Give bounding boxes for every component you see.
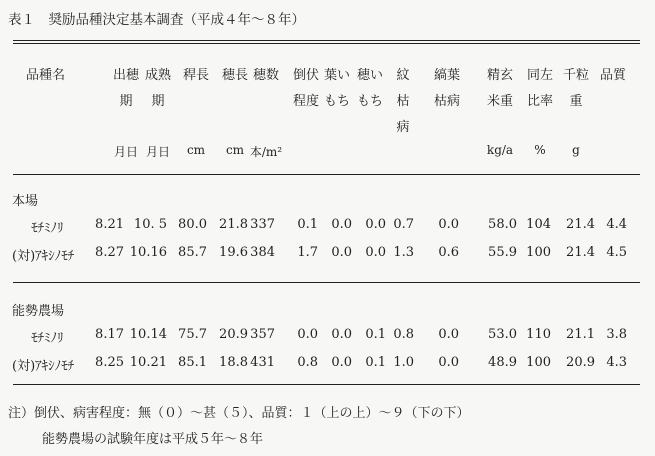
bottom-rule: [13, 384, 640, 385]
header-col-7-line1: 穂い: [356, 68, 383, 83]
table-cell: 4.3: [606, 355, 627, 370]
table-cell: 21.1: [566, 327, 595, 342]
header-col-3-unit: cm: [225, 143, 245, 157]
table-cell: 0.1: [365, 355, 386, 370]
header-col-6-line2: もち: [323, 94, 350, 109]
table-cell: 0.0: [331, 217, 352, 232]
table-cell: 110: [526, 327, 551, 342]
section-label: 本場: [12, 194, 39, 209]
table-cell: 8.17: [95, 327, 124, 342]
table-cell: 19.6: [219, 245, 248, 260]
table-cell: 75.7: [178, 327, 207, 342]
header-col-5-line2: 程度: [292, 94, 319, 109]
mid-rule: [13, 282, 640, 283]
table-cell: 4.4: [606, 217, 627, 232]
table-cell: 20.9: [219, 327, 248, 342]
table-cell: 48.9: [488, 355, 517, 370]
header-col-8-line2: 枯: [396, 94, 410, 109]
table-cell: 0.7: [393, 217, 414, 232]
table-cell: 0.6: [438, 245, 459, 260]
table-cell: 8.25: [95, 355, 124, 370]
header-col-2-unit: cm: [186, 143, 206, 157]
table-cell: 100: [526, 355, 551, 370]
row-variety-name: ﾓﾁﾐﾉﾘ: [31, 331, 64, 346]
table-cell: 20.9: [566, 355, 595, 370]
table-cell: 4.5: [606, 245, 627, 260]
header-col-4-unit: 本/m²: [249, 145, 283, 159]
header-col-11-line1: 同左: [526, 68, 553, 83]
top-rule: [13, 40, 640, 41]
table-cell: 0.0: [331, 245, 352, 260]
table-cell: 85.7: [178, 245, 207, 260]
table-cell: 337: [250, 217, 275, 232]
table-cell: 85.1: [178, 355, 207, 370]
header-col-6-line1: 葉い: [323, 68, 350, 83]
header-col-10-line1: 精玄: [486, 68, 513, 83]
table-cell: 53.0: [488, 327, 517, 342]
table-cell: 10.16: [129, 245, 167, 260]
header-col-2-line1: 稈長: [182, 68, 209, 83]
header-col-10-unit: kg/a: [486, 143, 514, 157]
table-cell: 1.0: [393, 355, 414, 370]
header-col-4-line1: 穂数: [252, 68, 279, 83]
row-variety-name: (対)ｱｷｼﾉﾓﾁ: [12, 249, 75, 264]
note-line-1: 注）倒伏、病害程度：無（０）～甚（５）、品質：１（上の上）～９（下の下）: [8, 406, 470, 421]
header-col-13-line1: 品質: [599, 68, 626, 83]
header-col-11-unit: %: [534, 143, 546, 157]
table-cell: 0.1: [365, 327, 386, 342]
table-cell: 3.8: [606, 327, 627, 342]
table-cell: 80.0: [178, 217, 207, 232]
table-cell: 58.0: [488, 217, 517, 232]
table-cell: 0.0: [438, 327, 459, 342]
header-col-10-line2: 米重: [486, 94, 513, 109]
header-col-12-line2: 重: [569, 94, 583, 109]
table-cell: 10. 5: [133, 217, 167, 232]
header-rule: [13, 174, 640, 175]
table-cell: 18.8: [219, 355, 248, 370]
header-col-9-line1: 縞葉: [433, 68, 460, 83]
header-col-12-unit: g: [572, 143, 580, 157]
table-cell: 8.27: [95, 245, 124, 260]
section-label: 能勢農場: [12, 304, 65, 319]
table-cell: 1.7: [297, 245, 318, 260]
table-cell: 0.0: [365, 217, 386, 232]
table-cell: 21.4: [566, 245, 595, 260]
table-cell: 10.14: [129, 327, 167, 342]
table-cell: 8.21: [95, 217, 124, 232]
table-cell: 100: [526, 245, 551, 260]
header-col-7-line2: もち: [356, 94, 383, 109]
header-col-1-line1: 成熟: [144, 68, 171, 83]
table-cell: 10.21: [129, 355, 167, 370]
header-col-5-line1: 倒伏: [292, 68, 319, 83]
table-cell: 1.3: [393, 245, 414, 260]
row-variety-name: (対)ｱｷｼﾉﾓﾁ: [12, 359, 75, 374]
header-col-0-line1: 出穂: [112, 68, 139, 83]
table-cell: 21.4: [566, 217, 595, 232]
table-cell: 0.0: [331, 355, 352, 370]
header-col-11-line2: 比率: [526, 94, 553, 109]
table-cell: 0.0: [331, 327, 352, 342]
table-cell: 0.8: [297, 355, 318, 370]
table-cell: 0.8: [393, 327, 414, 342]
table-cell: 0.0: [438, 217, 459, 232]
header-col-1-unit: 月日: [145, 145, 170, 159]
table-cell: 0.0: [438, 355, 459, 370]
table-cell: 431: [250, 355, 275, 370]
note-line-2: 能勢農場の試験年度は平成５年～８年: [42, 432, 264, 447]
header-col-0-unit: 月日: [113, 145, 138, 159]
header-col-0-line2: 期: [119, 94, 133, 109]
table-cell: 104: [526, 217, 551, 232]
table-title: 表１ 奨励品種決定基本調査（平成４年～８年）: [8, 12, 305, 28]
table-cell: 0.0: [365, 245, 386, 260]
table-cell: 55.9: [488, 245, 517, 260]
header-col-1-line2: 期: [151, 94, 165, 109]
table-cell: 0.0: [297, 327, 318, 342]
header-col-8-line1: 紋: [396, 68, 410, 83]
row-variety-name: ﾓﾁﾐﾉﾘ: [31, 221, 64, 236]
header-col-9-line2: 枯病: [433, 94, 460, 109]
table-cell: 0.1: [297, 217, 318, 232]
header-col-12-line1: 千粒: [562, 68, 589, 83]
header-col-3-line1: 穂長: [221, 68, 248, 83]
table-cell: 357: [250, 327, 275, 342]
header-col-8-line3: 病: [396, 120, 410, 135]
table-cell: 384: [250, 245, 275, 260]
table-cell: 21.8: [219, 217, 248, 232]
top-rule-2: [13, 43, 640, 44]
header-variety-name: 品種名: [26, 68, 66, 83]
